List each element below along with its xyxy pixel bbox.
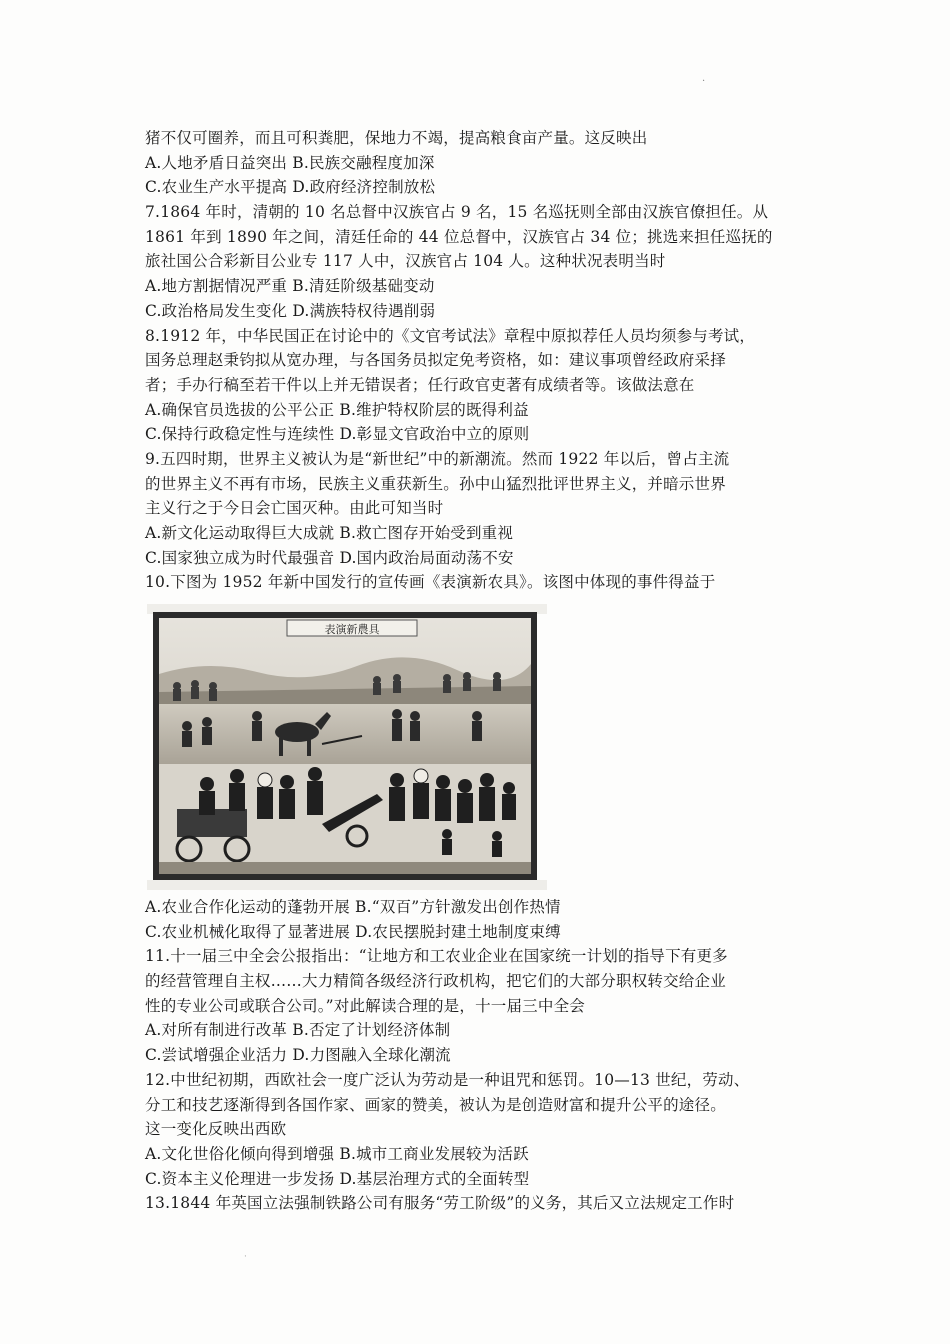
corner-mark: · — [702, 76, 706, 87]
option-line: A.人地矛盾日益突出 B.民族交融程度加深 — [145, 153, 435, 172]
bottom-mark: · — [244, 1252, 247, 1262]
option-line: A.农业合作化运动的蓬勃开展 B.“双百”方针激发出创作热情 — [145, 898, 561, 916]
text-line: 猪不仅可圈养，而且可积粪肥，保地力不竭，提高粮食亩产量。这反映出 — [145, 129, 648, 147]
question-8-line: 国务总理赵秉钧拟从宽办理，与各国务员拟定免考资格，如：建议事项曾经政府采择 — [145, 351, 726, 370]
question-text-lower — [145, 895, 825, 1216]
option-line: C.资本主义伦理进一步发扬 D.基层治理方式的全面转型 — [145, 1169, 530, 1188]
question-12-line: 分工和技艺逐渐得到各国作家、画家的赞美，被认为是创造财富和提升公平的途径。 — [145, 1095, 726, 1114]
option-line: A.地方割据情况严重 B.清廷阶级基础变动 — [145, 277, 435, 296]
propaganda-poster-image — [147, 604, 547, 890]
question-8-line: 者；手办行稿至若干件以上并无错误者；任行政官吏著有成绩者等。该做法意在 — [145, 375, 695, 394]
option-line: A.新文化运动取得巨大成就 B.救亡图存开始受到重视 — [145, 524, 514, 542]
option-line: C.尝试增强企业活力 D.力图融入全球化潮流 — [145, 1046, 451, 1065]
option-line: A.文化世俗化倾向得到增强 B.城市工商业发展较为活跃 — [145, 1144, 529, 1163]
option-line: A.确保官员选拔的公平公正 B.维护特权阶层的既得利益 — [145, 400, 529, 419]
question-11-line: 性的专业公司或联合公司。”对此解读合理的是，十一届三中全会 — [145, 996, 585, 1015]
question-10-line: 10.下图为 1952 年新中国发行的宣传画《表演新农具》。该图中体现的事件得益于 — [145, 573, 716, 592]
question-text-upper — [145, 126, 825, 595]
question-12-line: 12.中世纪初期，西欧社会一度广泛认为劳动是一种诅咒和惩罚。10—13 世纪，劳动、 — [145, 1070, 750, 1089]
option-line: C.保持行政稳定性与连续性 D.彰显文官政治中立的原则 — [145, 425, 530, 444]
question-8-line: 8.1912 年，中华民国正在讨论中的《文官考试法》章程中原拟荐任人员均须参与考试， — [145, 326, 756, 345]
option-line: C.农业生产水平提高 D.政府经济控制放松 — [145, 178, 436, 197]
question-9-line: 9.五四时期，世界主义被认为是“新世纪”中的新潮流。然而 1922 年以后，曾占主流 — [145, 449, 730, 468]
option-line: C.政治格局发生变化 D.满族特权待遇削弱 — [145, 301, 436, 320]
question-12-line: 这一变化反映出西欧 — [145, 1120, 287, 1139]
option-line: C.农业机械化取得了显著进展 D.农民摆脱封建土地制度束缚 — [145, 922, 561, 941]
poster-banner-text: 表演新農具 — [324, 623, 380, 636]
question-11-line: 11.十一届三中全会公报指出：“让地方和工农业企业在国家统一计划的指导下有更多 — [145, 947, 728, 966]
question-9-line: 主义行之于今日会亡国灭种。由此可知当时 — [145, 499, 444, 518]
question-11-line: 的经营管理自主权……大力精简各级经济行政机构，把它们的大部分职权转交给企业 — [145, 972, 726, 991]
question-7-line: 7.1864 年时，清朝的 10 名总督中汉族官占 9 名，15 名巡抚则全部由汉族官僚担任。从 — [145, 203, 769, 222]
question-7-line: 旅社国公合彩新目公业专 117 人中，汉族官占 104 人。这种状况表明当时 — [145, 252, 666, 271]
question-7-line: 1861 年到 1890 年之间，清廷任命的 44 位总督中，汉族官占 34 位；挑选来担任巡抚的 — [145, 227, 773, 246]
option-line: A.对所有制进行改革 B.否定了计划经济体制 — [145, 1021, 451, 1040]
question-9-line: 的世界主义不再有市场，民族主义重获新生。孙中山猛烈批评世界主义，并暗示世界 — [145, 474, 726, 493]
question-13-line: 13.1844 年英国立法强制铁路公司有服务“劳工阶级”的义务，其后又立法规定工作时 — [145, 1194, 735, 1213]
option-line: C.国家独立成为时代最强音 D.国内政治局面动荡不安 — [145, 548, 514, 567]
